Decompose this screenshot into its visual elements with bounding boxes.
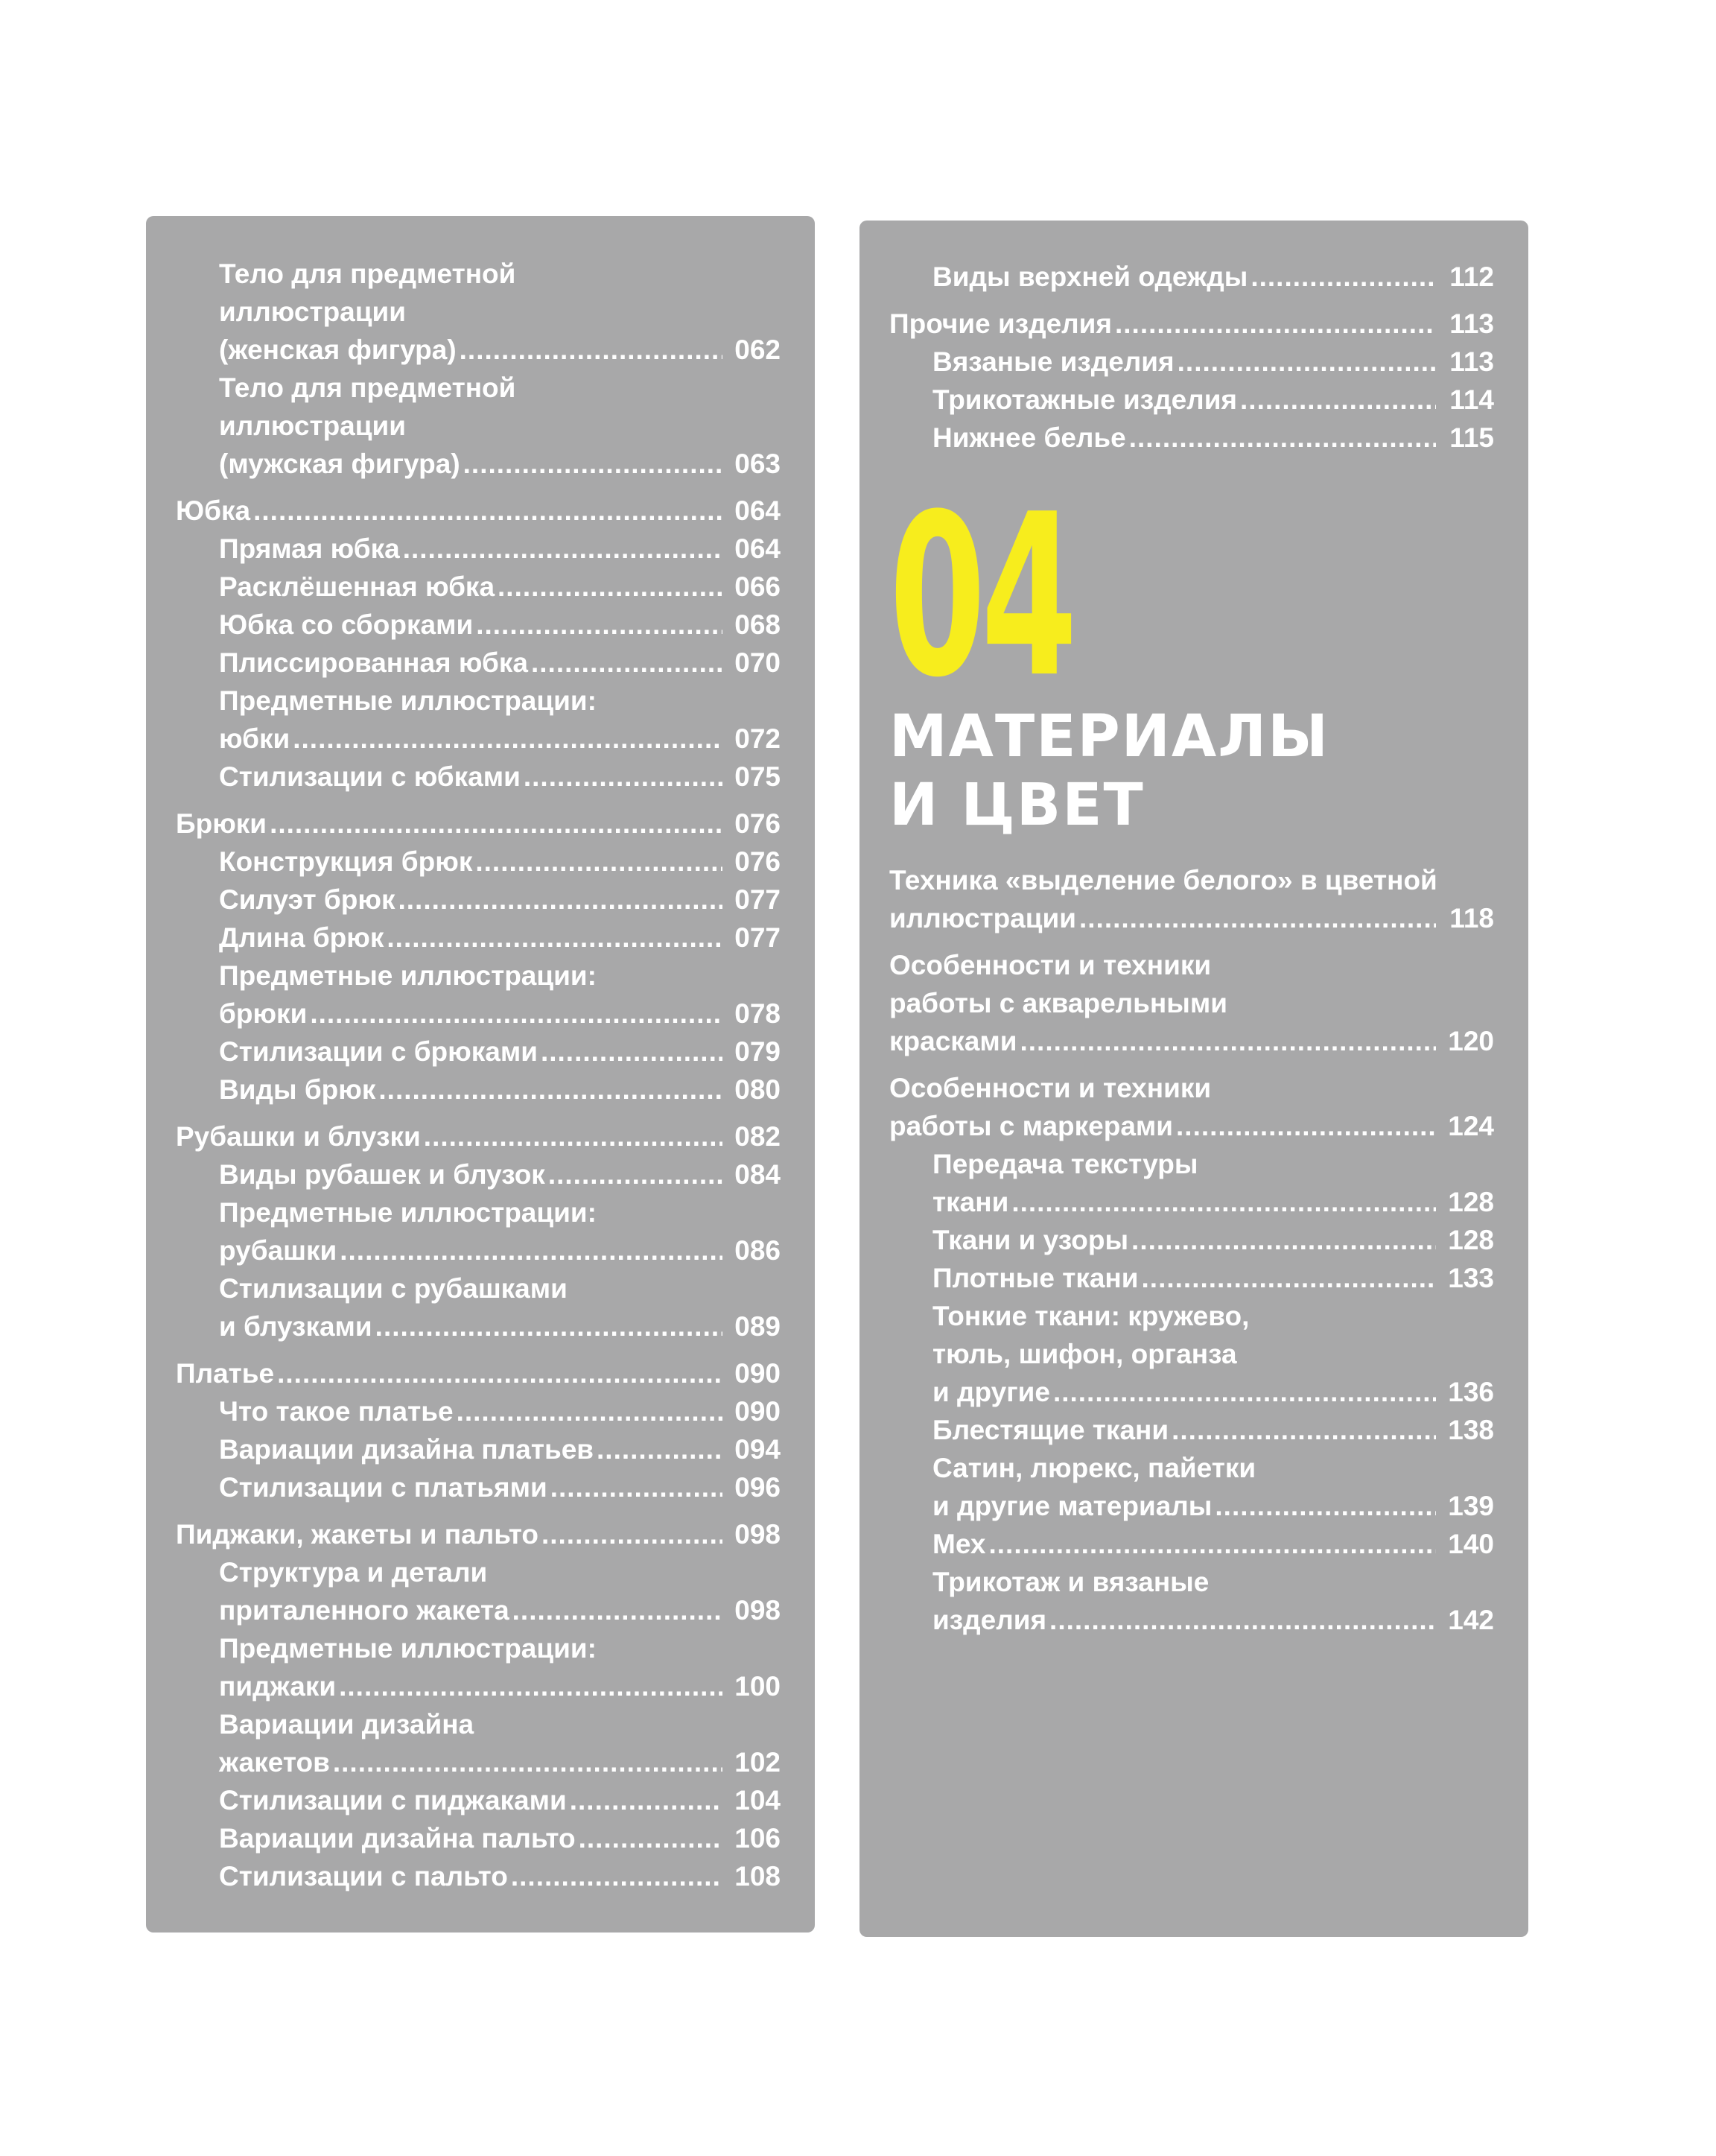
dot-leader (387, 919, 722, 957)
toc-entry-title-line: Платье (176, 1358, 275, 1389)
toc-entry-line (932, 381, 1494, 419)
chapter-heading (889, 466, 1329, 840)
toc-entry-title-line: и другие (932, 1377, 1050, 1407)
toc-entry-title-line: Ткани и узоры (932, 1225, 1129, 1255)
toc-entry-title-line: Предметные иллюстрации: (219, 685, 597, 716)
toc-entry-title-line: Виды верхней одежды (932, 261, 1248, 292)
dot-leader (550, 1468, 722, 1506)
toc-entry-title-line: Особенности и техники (889, 950, 1212, 980)
toc-page-number: 080 (734, 1074, 781, 1105)
toc-entry-title-line: Стилизации с рубашками (219, 1273, 568, 1304)
toc-entry-line (219, 1781, 781, 1819)
toc-subsection-entry (176, 1269, 781, 1345)
toc-entry-line (932, 1487, 1494, 1525)
toc-section-entry (176, 1515, 781, 1553)
toc-entry-title-line: иллюстрации (889, 903, 1076, 933)
toc-subsection-entry (176, 1553, 781, 1629)
toc-entry-title-line: Юбка (176, 495, 251, 526)
toc-page-number: 098 (734, 1519, 781, 1550)
dot-leader (378, 1071, 722, 1109)
toc-entry-title-line: изделия (932, 1605, 1047, 1635)
toc-entry-line (176, 1354, 781, 1392)
toc-subsection-entry (176, 1819, 781, 1857)
toc-page-number: 102 (734, 1747, 781, 1778)
dot-leader (498, 568, 722, 606)
toc-entry-line (219, 1231, 781, 1269)
dot-leader (463, 445, 722, 483)
toc-entry-title-line: Вариации дизайна платьев (219, 1434, 594, 1465)
toc-subsection-entry (176, 255, 781, 369)
toc-entry-line (219, 1430, 781, 1468)
toc-list-right-top (889, 258, 1494, 457)
toc-entry-title-line: Блестящие ткани (932, 1415, 1169, 1445)
toc-entry-title-line: Тело для предметной (219, 372, 516, 403)
toc-entry-line (219, 1468, 781, 1506)
toc-entry-line (889, 899, 1494, 937)
chapter-number: 04 (889, 466, 1073, 726)
toc-entry-title-line: Стилизации с брюками (219, 1036, 538, 1067)
toc-entry-line (219, 843, 781, 881)
toc-subsection-entry (176, 369, 781, 483)
toc-section-entry (176, 1117, 781, 1155)
toc-page-number: 113 (1449, 346, 1494, 377)
toc-entry-title-line: юбки (219, 723, 290, 754)
toc-entry-line (219, 881, 781, 919)
toc-entry-line (219, 758, 781, 796)
toc-page-number: 114 (1449, 384, 1494, 415)
toc-entry-line (219, 995, 781, 1033)
toc-page-number: 094 (734, 1434, 781, 1465)
toc-entry-line (219, 1743, 781, 1781)
dot-leader (424, 1117, 722, 1155)
toc-section-entry (889, 305, 1494, 343)
toc-entry-title-line: Что такое платье (219, 1396, 454, 1427)
toc-entry-title-line: рубашки (219, 1235, 337, 1266)
toc-entry-line (932, 1183, 1494, 1221)
toc-entry-title-line: Стилизации с пиджаками (219, 1785, 567, 1816)
toc-page-number: 070 (734, 647, 781, 678)
dot-leader (1142, 1259, 1436, 1297)
toc-subsection-entry (889, 1411, 1494, 1449)
toc-subsection-entry (889, 1525, 1494, 1563)
toc-page-number: 064 (734, 495, 781, 526)
dot-leader (1240, 381, 1436, 419)
toc-entry-title-line: иллюстрации (219, 297, 406, 327)
toc-subsection-entry (889, 1297, 1494, 1411)
toc-page-number: 062 (734, 335, 781, 365)
toc-subsection-entry (176, 1155, 781, 1193)
toc-entry-line (219, 1857, 781, 1895)
toc-entry-title-line: приталенного жакета (219, 1595, 509, 1626)
toc-entry-title-line: Сатин, люрекс, пайетки (932, 1453, 1256, 1483)
toc-entry-title-line: Расклёшенная юбка (219, 571, 495, 602)
dot-leader (403, 530, 722, 568)
toc-page-number: 076 (734, 808, 781, 839)
toc-panel-right (859, 221, 1528, 1937)
toc-entry-title-line: ткани (932, 1187, 1009, 1217)
toc-page-number: 086 (734, 1235, 781, 1266)
dot-leader (310, 995, 722, 1033)
dot-leader (1053, 1373, 1436, 1411)
toc-page-number: 100 (734, 1671, 781, 1702)
toc-entry-title-line: Плиссированная юбка (219, 647, 528, 678)
toc-entry-title-line: Тело для предметной (219, 259, 516, 289)
toc-page-number: 076 (734, 846, 781, 877)
toc-page-number: 072 (734, 723, 781, 754)
toc-entry-line (219, 919, 781, 957)
toc-entry-title-line: работы с маркерами (889, 1111, 1174, 1141)
toc-subsection-entry (176, 682, 781, 758)
toc-entry-title-line: Брюки (176, 808, 267, 839)
toc-entry-title-line: Особенности и техники (889, 1073, 1212, 1103)
toc-subsection-entry (176, 758, 781, 796)
dot-leader (541, 1033, 722, 1071)
toc-page-number: 108 (734, 1861, 781, 1892)
toc-entry-title-line: Передача текстуры (932, 1149, 1198, 1179)
toc-entry-line (176, 492, 781, 530)
toc-entry-title-line: брюки (219, 998, 308, 1029)
dot-leader (460, 331, 722, 369)
dot-leader (1131, 1221, 1436, 1259)
dot-leader (570, 1781, 722, 1819)
toc-list-right-bottom (889, 861, 1494, 1639)
dot-leader (512, 1591, 722, 1629)
toc-entry-title-line: Тонкие ткани: кружево, (932, 1301, 1250, 1331)
toc-subsection-entry (176, 881, 781, 919)
dot-leader (548, 1155, 722, 1193)
dot-leader (1215, 1487, 1436, 1525)
toc-entry-line (219, 1819, 781, 1857)
toc-entry-line (219, 720, 781, 758)
toc-entry-line (219, 1591, 781, 1629)
toc-subsection-entry (889, 1221, 1494, 1259)
dot-leader (277, 1354, 722, 1392)
toc-entry-line (219, 1392, 781, 1430)
toc-entry-title-line: Вязаные изделия (932, 346, 1175, 377)
toc-entry-title-line: работы с акварельными (889, 988, 1227, 1018)
chapter-title-line: И ЦВЕТ (889, 772, 1145, 839)
toc-entry-title-line: и другие материалы (932, 1491, 1213, 1521)
toc-entry-title-line: Стилизации с пальто (219, 1861, 508, 1892)
dot-leader (333, 1743, 722, 1781)
toc-subsection-entry (176, 530, 781, 568)
toc-subsection-entry (176, 1468, 781, 1506)
dot-leader (1049, 1601, 1436, 1639)
toc-entry-title-line: Структура и детали (219, 1557, 488, 1588)
toc-subsection-entry (176, 1392, 781, 1430)
toc-entry-line (176, 1515, 781, 1553)
toc-entry-line (932, 1601, 1494, 1639)
toc-subsection-entry (889, 1259, 1494, 1297)
toc-page-number: 106 (734, 1823, 781, 1854)
toc-subsection-entry (889, 343, 1494, 381)
toc-entry-title-line: Трикотаж и вязаные (932, 1567, 1210, 1597)
toc-page-number: 133 (1448, 1263, 1494, 1293)
toc-page-number: 064 (734, 533, 781, 564)
toc-entry-line (219, 1667, 781, 1705)
toc-section-entry (889, 861, 1494, 937)
toc-page-number: 098 (734, 1595, 781, 1626)
toc-entry-line (889, 305, 1494, 343)
toc-page-number: 084 (734, 1159, 781, 1190)
toc-subsection-entry (176, 1705, 781, 1781)
toc-entry-title-line: Конструкция брюк (219, 846, 473, 877)
toc-page-number: 079 (734, 1036, 781, 1067)
toc-entry-title-line: красками (889, 1026, 1017, 1056)
toc-subsection-entry (176, 843, 781, 881)
toc-entry-title-line: иллюстрации (219, 410, 406, 441)
toc-entry-title-line: (мужская фигура) (219, 448, 460, 479)
dot-leader (524, 758, 722, 796)
toc-page-number: 063 (734, 448, 781, 479)
toc-entry-line (219, 568, 781, 606)
toc-subsection-entry (889, 1563, 1494, 1639)
toc-page-number: 113 (1449, 308, 1494, 339)
toc-subsection-entry (889, 1145, 1494, 1221)
dot-leader (457, 1392, 722, 1430)
toc-page-number: 118 (1449, 903, 1494, 933)
toc-page-number: 112 (1449, 261, 1494, 292)
toc-entry-title-line: Виды рубашек и блузок (219, 1159, 545, 1190)
toc-subsection-entry (889, 381, 1494, 419)
dot-leader (1115, 305, 1436, 343)
dot-leader (270, 805, 722, 843)
toc-entry-title-line: Прочие изделия (889, 308, 1112, 339)
dot-leader (253, 492, 722, 530)
toc-entry-title-line: Предметные иллюстрации: (219, 1633, 597, 1664)
toc-entry-title-line: Вариации дизайна пальто (219, 1823, 576, 1854)
toc-page-number: 077 (734, 884, 781, 915)
toc-page-number: 089 (734, 1311, 781, 1342)
toc-section-entry (889, 946, 1494, 1060)
toc-entry-title-line: Стилизации с платьями (219, 1472, 547, 1503)
toc-entry-line (932, 1525, 1494, 1563)
toc-page-number: 142 (1448, 1605, 1494, 1635)
toc-page-number: 124 (1448, 1111, 1494, 1141)
dot-leader (340, 1231, 722, 1269)
dot-leader (293, 720, 722, 758)
toc-section-entry (176, 492, 781, 530)
toc-entry-line (176, 805, 781, 843)
toc-page-number: 090 (734, 1358, 781, 1389)
toc-entry-title-line: Нижнее белье (932, 422, 1126, 453)
toc-entry-line (889, 1107, 1494, 1145)
toc-entry-line (176, 1117, 781, 1155)
dot-leader (597, 1430, 722, 1468)
toc-entry-title-line: Юбка со сборками (219, 609, 474, 640)
toc-entry-title-line: Виды брюк (219, 1074, 376, 1105)
toc-entry-title-line: Стилизации с юбками (219, 761, 521, 792)
toc-page-number: 082 (734, 1121, 781, 1152)
toc-entry-title-line: (женская фигура) (219, 335, 457, 365)
toc-entry-line (932, 419, 1494, 457)
toc-entry-line (932, 1411, 1494, 1449)
dot-leader (989, 1525, 1437, 1563)
toc-entry-line (219, 644, 781, 682)
toc-page-number: 096 (734, 1472, 781, 1503)
dot-leader (579, 1819, 722, 1857)
toc-page-number: 139 (1448, 1491, 1494, 1521)
toc-subsection-entry (176, 919, 781, 957)
dot-leader (476, 606, 722, 644)
toc-page-number: 104 (734, 1785, 781, 1816)
toc-subsection-entry (176, 606, 781, 644)
toc-entry-line (932, 258, 1494, 296)
toc-entry-title-line: Предметные иллюстрации: (219, 960, 597, 991)
toc-entry-title-line: Вариации дизайна (219, 1709, 474, 1740)
toc-entry-line (219, 1033, 781, 1071)
toc-page-number: 128 (1448, 1225, 1494, 1255)
dot-leader (541, 1515, 722, 1553)
toc-subsection-entry (176, 1781, 781, 1819)
toc-page-number: 115 (1449, 422, 1494, 453)
toc-subsection-entry (176, 1033, 781, 1071)
dot-leader (1251, 258, 1436, 296)
toc-list-left (176, 255, 781, 1895)
toc-page-number: 136 (1448, 1377, 1494, 1407)
toc-page-number: 066 (734, 571, 781, 602)
toc-subsection-entry (176, 1430, 781, 1468)
toc-entry-title-line: Длина брюк (219, 922, 384, 953)
dot-leader (1172, 1411, 1436, 1449)
toc-page-number: 068 (734, 609, 781, 640)
toc-subsection-entry (176, 957, 781, 1033)
toc-entry-title-line: Техника «выделение белого» в цветной (889, 865, 1437, 895)
chapter-title-line: МАТЕРИАЛЫ (889, 703, 1329, 770)
toc-entry-title-line: жакетов (219, 1747, 330, 1778)
toc-subsection-entry (176, 1071, 781, 1109)
toc-entry-title-line: Пиджаки, жакеты и пальто (176, 1519, 538, 1550)
dot-leader (1020, 1022, 1437, 1060)
toc-entry-title-line: и блузками (219, 1311, 372, 1342)
dot-leader (1079, 899, 1436, 937)
toc-entry-line (219, 530, 781, 568)
toc-subsection-entry (176, 1857, 781, 1895)
dot-leader (1176, 1107, 1436, 1145)
toc-subsection-entry (889, 1449, 1494, 1525)
toc-subsection-entry (176, 644, 781, 682)
toc-panel-left (146, 216, 815, 1933)
dot-leader (339, 1667, 722, 1705)
toc-entry-title-line: Силуэт брюк (219, 884, 395, 915)
toc-subsection-entry (176, 568, 781, 606)
toc-entry-line (219, 1071, 781, 1109)
dot-leader (1011, 1183, 1436, 1221)
toc-entry-line (932, 1221, 1494, 1259)
toc-page-number: 090 (734, 1396, 781, 1427)
dot-leader (531, 644, 722, 682)
dot-leader (1178, 343, 1436, 381)
toc-entry-line (889, 1022, 1494, 1060)
toc-section-entry (176, 1354, 781, 1392)
toc-page-number: 075 (734, 761, 781, 792)
dot-leader (398, 881, 723, 919)
toc-entry-title-line: пиджаки (219, 1671, 337, 1702)
toc-subsection-entry (889, 258, 1494, 296)
toc-page-number: 120 (1448, 1026, 1494, 1056)
toc-entry-title-line: Мех (932, 1529, 986, 1559)
dot-leader (1129, 419, 1436, 457)
dot-leader (475, 843, 722, 881)
toc-entry-line (219, 1155, 781, 1193)
toc-entry-title-line: Плотные ткани (932, 1263, 1139, 1293)
toc-entry-title-line: Прямая юбка (219, 533, 400, 564)
toc-entry-line (219, 606, 781, 644)
toc-entry-line (219, 445, 781, 483)
toc-entry-title-line: Трикотажные изделия (932, 384, 1238, 415)
toc-entry-line (932, 1259, 1494, 1297)
toc-page-number: 128 (1448, 1187, 1494, 1217)
dot-leader (375, 1307, 722, 1345)
toc-page-number: 140 (1448, 1529, 1494, 1559)
toc-page-number: 138 (1448, 1415, 1494, 1445)
toc-entry-line (932, 1373, 1494, 1411)
toc-subsection-entry (176, 1193, 781, 1269)
toc-section-entry (176, 805, 781, 843)
toc-entry-line (932, 343, 1494, 381)
toc-page-number: 078 (734, 998, 781, 1029)
toc-page-number: 077 (734, 922, 781, 953)
toc-subsection-entry (889, 419, 1494, 457)
toc-entry-line (219, 331, 781, 369)
dot-leader (511, 1857, 722, 1895)
toc-entry-title-line: Предметные иллюстрации: (219, 1197, 597, 1228)
toc-section-entry (889, 1069, 1494, 1145)
toc-entry-line (219, 1307, 781, 1345)
toc-entry-title-line: Рубашки и блузки (176, 1121, 421, 1152)
toc-entry-title-line: тюль, шифон, органза (932, 1339, 1237, 1369)
toc-subsection-entry (176, 1629, 781, 1705)
